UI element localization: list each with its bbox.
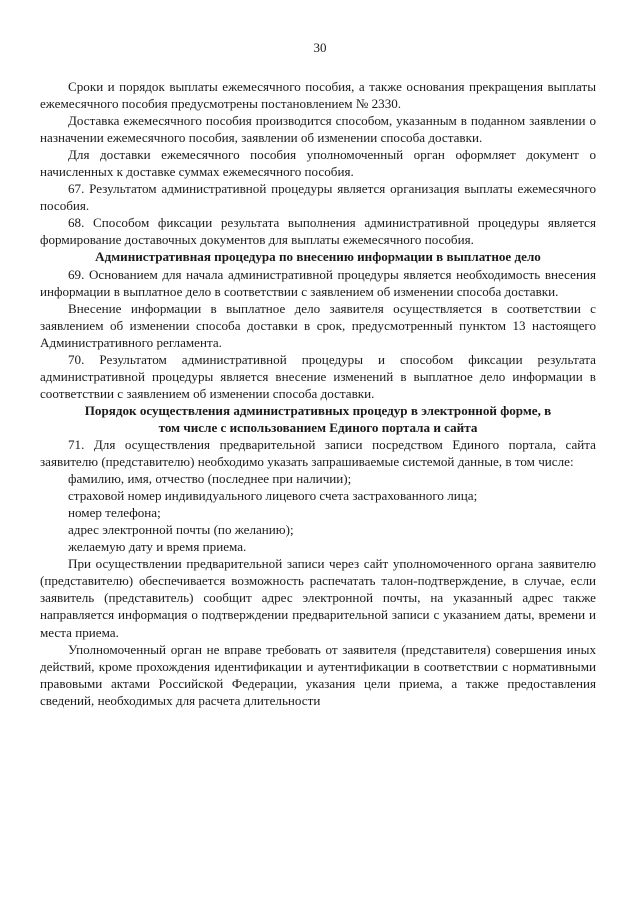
section-heading: Порядок осуществления административных процедур в электронной форме, в том числе с использованием Единого портала и сайта — [84, 402, 552, 435]
paragraph: 70. Результатом административной процедуры и способом фиксации результата административной процедуры является внесение изменений в выплатное дело информации в соответствии с заявлением об изменении способа доставки. — [40, 351, 596, 401]
document-body — [40, 78, 596, 709]
paragraph: Для доставки ежемесячного пособия уполномоченный орган оформляет документ о начисленных к доставке суммах ежемесячного пособия. — [40, 147, 596, 180]
paragraph: Сроки и порядок выплаты ежемесячного пособия, а также основания прекращения выплаты ежемесячного пособия предусмотрены постановлением № 2330. — [40, 79, 596, 112]
paragraph: Уполномоченный орган не вправе требовать от заявителя (представителя) совершения иных действий, кроме прохождения идентификации и аутентификации в соответствии с нормативными правовыми актами Российской Федерации, указания цели приема, а также предоставления сведений, необходимых для расчета длительности — [40, 641, 596, 708]
list-item: номер телефона; — [68, 505, 161, 521]
paragraph: При осуществлении предварительной записи через сайт уполномоченного органа заявителю (представителю) обеспечивается возможность распечатать талон-подтверждение, в случае, если заявитель (представитель) сообщит адрес электронной почты, на указанный адрес также направляется информация о подтверждении предварительной записи с указанием даты, времени и места приема. — [40, 556, 596, 640]
list-item: желаемую дату и время приема. — [68, 539, 247, 555]
paragraph: 67. Результатом административной процедуры является организация выплаты ежемесячного пособия. — [40, 181, 596, 214]
page-number: 30 — [313, 40, 327, 55]
paragraph: 71. Для осуществления предварительной записи посредством Единого портала, сайта заявителю (представителю) необходимо указать запрашиваемые системой данные, в том числе: — [40, 436, 596, 470]
paragraph: 69. Основанием для начала административной процедуры является необходимость внесения информации в выплатное дело в соответствии с заявлением об изменении способа доставки. — [40, 266, 596, 299]
list-item: фамилию, имя, отчество (последнее при наличии); — [68, 471, 352, 487]
list-item: страховой номер индивидуального лицевого счета застрахованного лица; — [68, 488, 478, 504]
list-item: адрес электронной почты (по желанию); — [68, 522, 294, 538]
paragraph: 68. Способом фиксации результата выполнения административной процедуры является формирование доставочных документов для выплаты ежемесячного пособия. — [40, 215, 596, 248]
section-heading: Административная процедура по внесению информации в выплатное дело — [95, 249, 541, 265]
paragraph: Доставка ежемесячного пособия производится способом, указанным в поданном заявлении о назначении ежемесячного пособия, заявлении об изменении способа доставки. — [40, 113, 596, 146]
paragraph: Внесение информации в выплатное дело заявителя осуществляется в соответствии с заявлением об изменении способа доставки в срок, предусмотренный пунктом 13 настоящего Административного регламента. — [40, 300, 596, 350]
